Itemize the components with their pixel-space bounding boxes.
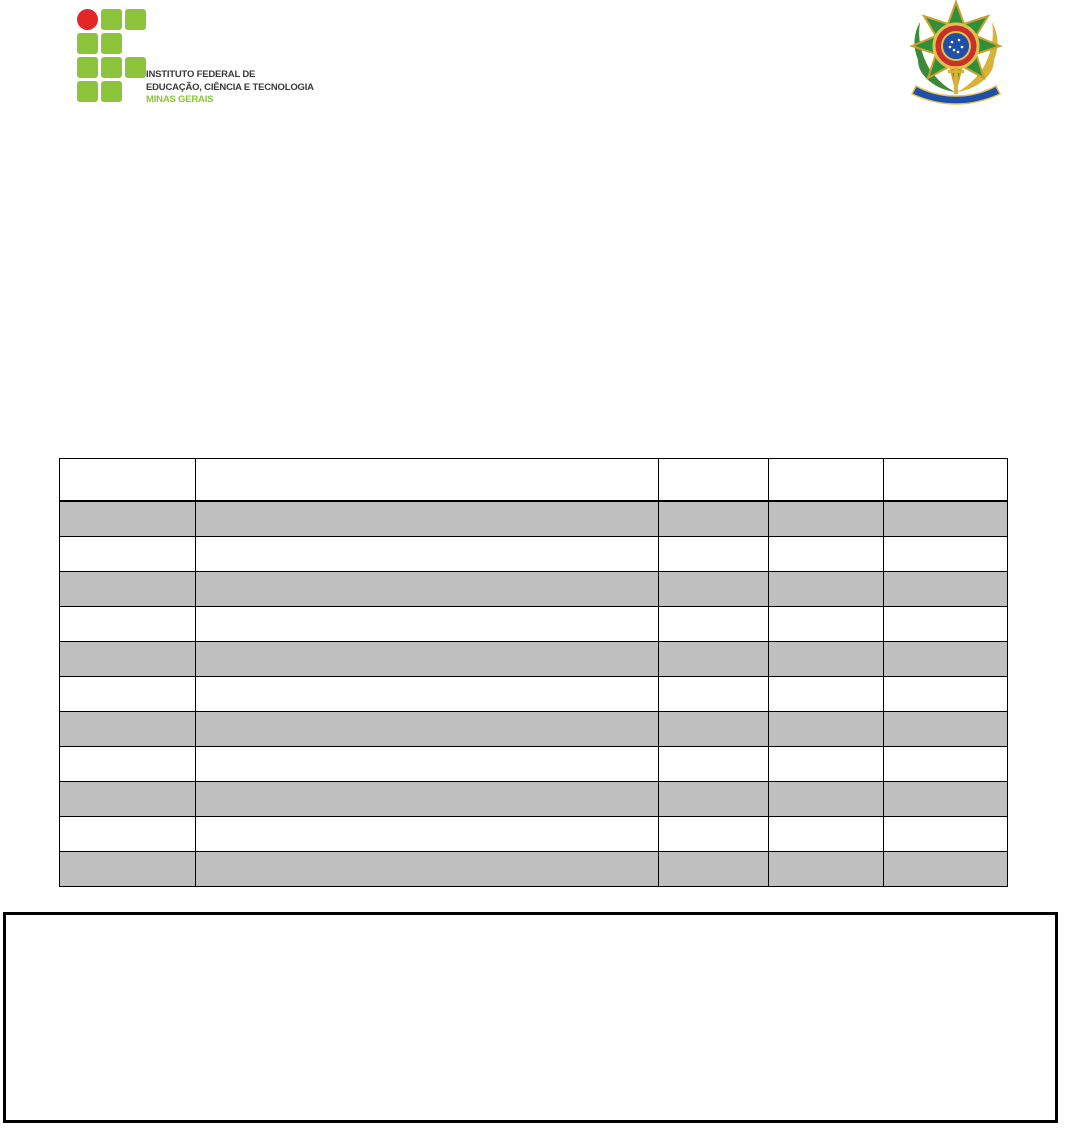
table-cell[interactable] <box>196 852 659 887</box>
table-cell[interactable] <box>60 852 196 887</box>
table-row <box>60 537 1008 572</box>
table-cell[interactable] <box>60 782 196 817</box>
institution-name-line2: EDUCAÇÃO, CIÊNCIA E TECNOLOGIA <box>146 81 314 93</box>
table-cell[interactable] <box>196 572 659 607</box>
table-header-cell <box>769 459 884 502</box>
table-cell[interactable] <box>884 677 1008 712</box>
table-cell[interactable] <box>659 642 769 677</box>
notes-box[interactable] <box>3 912 1058 1123</box>
table-cell[interactable] <box>769 607 884 642</box>
institution-name-line3: MINAS GERAIS <box>146 94 214 105</box>
table-cell[interactable] <box>769 677 884 712</box>
table-cell[interactable] <box>769 747 884 782</box>
table-cell[interactable] <box>769 817 884 852</box>
table-row <box>60 607 1008 642</box>
table-cell[interactable] <box>659 782 769 817</box>
table-cell[interactable] <box>196 607 659 642</box>
table-cell[interactable] <box>196 537 659 572</box>
table-row <box>60 852 1008 887</box>
table-cell[interactable] <box>884 537 1008 572</box>
table-row <box>60 572 1008 607</box>
data-table <box>59 458 1008 887</box>
table-row <box>60 712 1008 747</box>
table-cell[interactable] <box>659 677 769 712</box>
institution-logo <box>76 8 326 106</box>
table-cell[interactable] <box>196 782 659 817</box>
table-cell[interactable] <box>769 712 884 747</box>
table-cell[interactable] <box>659 501 769 537</box>
table-cell[interactable] <box>659 747 769 782</box>
table-header-cell <box>659 459 769 502</box>
table-row <box>60 782 1008 817</box>
table-cell[interactable] <box>659 572 769 607</box>
table-row <box>60 677 1008 712</box>
table-cell[interactable] <box>60 677 196 712</box>
table-cell[interactable] <box>884 817 1008 852</box>
table-cell[interactable] <box>60 642 196 677</box>
table-cell[interactable] <box>60 537 196 572</box>
table-header-cell <box>60 459 196 502</box>
table-row <box>60 501 1008 537</box>
table-cell[interactable] <box>769 501 884 537</box>
table-cell[interactable] <box>659 712 769 747</box>
table-header-cell <box>884 459 1008 502</box>
table-cell[interactable] <box>60 607 196 642</box>
table-cell[interactable] <box>884 642 1008 677</box>
table-cell[interactable] <box>659 852 769 887</box>
table-cell[interactable] <box>196 677 659 712</box>
table-cell[interactable] <box>884 712 1008 747</box>
table-header-row <box>60 459 1008 502</box>
table-cell[interactable] <box>884 852 1008 887</box>
table-cell[interactable] <box>196 817 659 852</box>
table-cell[interactable] <box>60 501 196 537</box>
table-cell[interactable] <box>769 852 884 887</box>
table-cell[interactable] <box>196 501 659 537</box>
table-cell[interactable] <box>884 607 1008 642</box>
table-row <box>60 642 1008 677</box>
ifmg-logo-icon <box>76 8 146 106</box>
institution-name <box>146 69 314 107</box>
table-cell[interactable] <box>769 782 884 817</box>
table-cell[interactable] <box>884 501 1008 537</box>
table-cell[interactable] <box>884 572 1008 607</box>
table-cell[interactable] <box>60 747 196 782</box>
table-cell[interactable] <box>769 537 884 572</box>
table-cell[interactable] <box>769 572 884 607</box>
table-cell[interactable] <box>659 607 769 642</box>
table-cell[interactable] <box>769 642 884 677</box>
table-cell[interactable] <box>60 817 196 852</box>
table-header-cell <box>196 459 659 502</box>
brazil-coat-of-arms-icon <box>904 0 1008 106</box>
table-cell[interactable] <box>60 572 196 607</box>
institution-name-line1: INSTITUTO FEDERAL DE <box>146 69 256 80</box>
table-row <box>60 817 1008 852</box>
table-cell[interactable] <box>659 817 769 852</box>
table-cell[interactable] <box>884 747 1008 782</box>
table-cell[interactable] <box>196 712 659 747</box>
table-cell[interactable] <box>196 642 659 677</box>
table-cell[interactable] <box>659 537 769 572</box>
table-cell[interactable] <box>196 747 659 782</box>
table-cell[interactable] <box>60 712 196 747</box>
table-cell[interactable] <box>884 782 1008 817</box>
table-row <box>60 747 1008 782</box>
